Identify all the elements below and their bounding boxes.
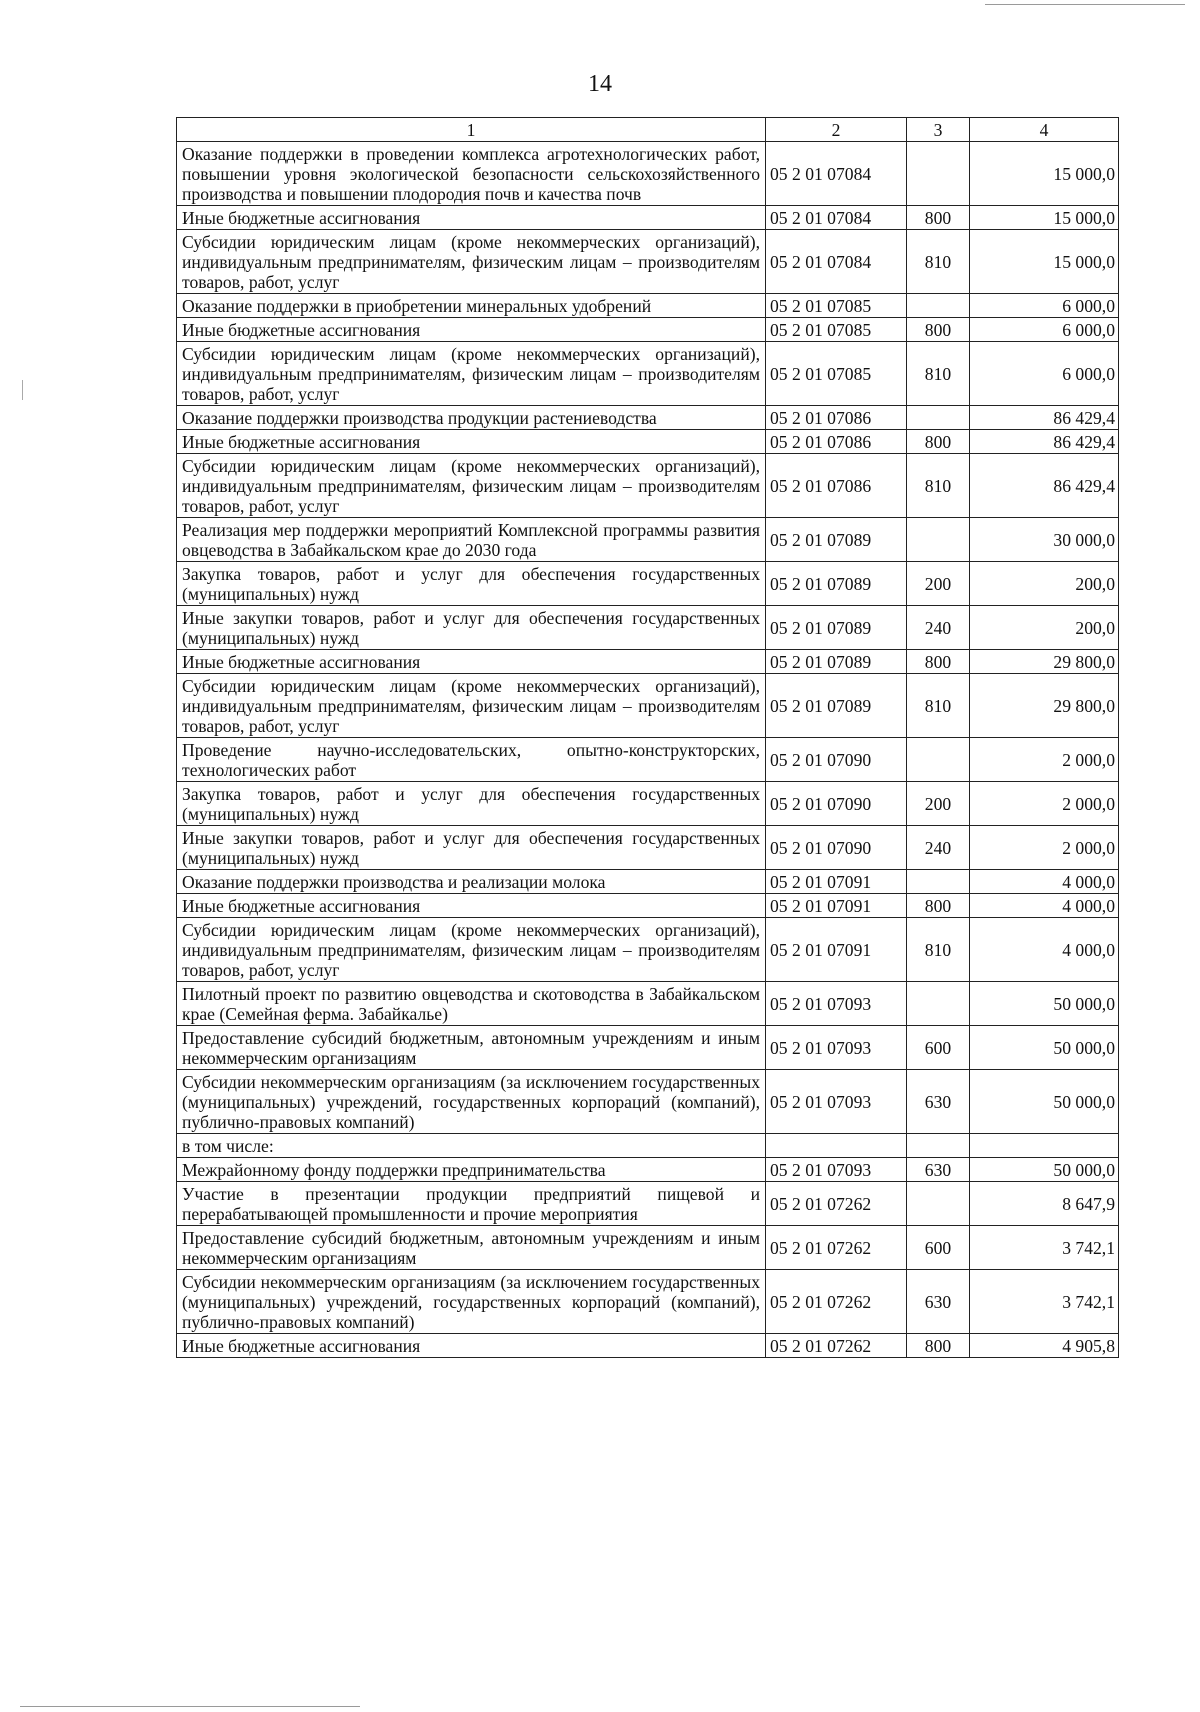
row-name-cell: Закупка товаров, работ и услуг для обеспечения государственных (муниципальных) нужд [177, 782, 766, 826]
row-amount-cell: 15 000,0 [970, 142, 1119, 206]
row-code-cell: 05 2 01 07091 [766, 894, 907, 918]
row-amount-cell: 50 000,0 [970, 1026, 1119, 1070]
row-type-cell: 810 [907, 454, 970, 518]
row-amount-cell: 6 000,0 [970, 342, 1119, 406]
row-type-cell [907, 738, 970, 782]
row-code-cell: 05 2 01 07086 [766, 430, 907, 454]
row-code-cell: 05 2 01 07093 [766, 1158, 907, 1182]
row-type-cell: 800 [907, 1334, 970, 1358]
row-name-cell: Оказание поддержки производства и реализации молока [177, 870, 766, 894]
row-name-cell: Субсидии юридическим лицам (кроме некоммерческих организаций), индивидуальным предпринимателям, физическим лицам – производителям товаров, работ, услуг [177, 674, 766, 738]
column-header-amount: 4 [970, 118, 1119, 142]
table-row [177, 318, 1119, 342]
row-name-cell: Пилотный проект по развитию овцеводства и скотоводства в Забайкальском крае (Семейная ферма. Забайкалье) [177, 982, 766, 1026]
row-code-cell: 05 2 01 07084 [766, 230, 907, 294]
row-type-cell [907, 142, 970, 206]
table-row [177, 406, 1119, 430]
scan-artifact-top [985, 4, 1185, 5]
row-amount-cell: 8 647,9 [970, 1182, 1119, 1226]
row-type-cell [907, 406, 970, 430]
table-row [177, 870, 1119, 894]
row-amount-cell: 50 000,0 [970, 1070, 1119, 1134]
row-amount-cell: 86 429,4 [970, 454, 1119, 518]
row-name-cell: Субсидии юридическим лицам (кроме некоммерческих организаций), индивидуальным предпринимателям, физическим лицам – производителям товаров, работ, услуг [177, 230, 766, 294]
row-name-cell: Иные бюджетные ассигнования [177, 318, 766, 342]
row-amount-cell: 29 800,0 [970, 650, 1119, 674]
row-code-cell: 05 2 01 07262 [766, 1182, 907, 1226]
table-row [177, 342, 1119, 406]
row-type-cell [907, 1134, 970, 1158]
row-amount-cell: 50 000,0 [970, 1158, 1119, 1182]
table-row [177, 982, 1119, 1026]
row-amount-cell: 4 000,0 [970, 918, 1119, 982]
row-amount-cell: 2 000,0 [970, 826, 1119, 870]
row-type-cell: 630 [907, 1158, 970, 1182]
row-type-cell: 630 [907, 1070, 970, 1134]
row-amount-cell: 6 000,0 [970, 294, 1119, 318]
row-type-cell: 800 [907, 650, 970, 674]
table-row [177, 206, 1119, 230]
row-name-cell: Участие в презентации продукции предприятий пищевой и перерабатывающей промышленности и прочие мероприятия [177, 1182, 766, 1226]
row-amount-cell: 86 429,4 [970, 406, 1119, 430]
row-type-cell: 810 [907, 342, 970, 406]
row-code-cell: 05 2 01 07086 [766, 406, 907, 430]
row-code-cell: 05 2 01 07091 [766, 918, 907, 982]
row-code-cell: 05 2 01 07090 [766, 826, 907, 870]
row-type-cell [907, 294, 970, 318]
budget-table [176, 117, 1119, 1358]
row-code-cell: 05 2 01 07089 [766, 606, 907, 650]
row-type-cell [907, 1182, 970, 1226]
table-row [177, 1158, 1119, 1182]
row-code-cell: 05 2 01 07091 [766, 870, 907, 894]
row-type-cell: 800 [907, 894, 970, 918]
row-name-cell: Иные бюджетные ассигнования [177, 894, 766, 918]
row-name-cell: Субсидии некоммерческим организациям (за исключением государственных (муниципальных) учреждений, государственных корпораций (компаний), публично-правовых компаний) [177, 1270, 766, 1334]
table-row [177, 894, 1119, 918]
row-type-cell: 810 [907, 230, 970, 294]
page-number: 14 [588, 71, 612, 97]
table-row [177, 1270, 1119, 1334]
row-name-cell: Иные бюджетные ассигнования [177, 1334, 766, 1358]
table-row [177, 1070, 1119, 1134]
table-row [177, 142, 1119, 206]
table-header-row [177, 118, 1119, 142]
row-type-cell: 600 [907, 1226, 970, 1270]
row-name-cell: Реализация мер поддержки мероприятий Комплексной программы развития овцеводства в Забайкальском крае до 2030 года [177, 518, 766, 562]
row-code-cell: 05 2 01 07093 [766, 1070, 907, 1134]
row-name-cell: Иные закупки товаров, работ и услуг для обеспечения государственных (муниципальных) нужд [177, 826, 766, 870]
row-amount-cell: 15 000,0 [970, 206, 1119, 230]
table-row [177, 1026, 1119, 1070]
row-type-cell: 200 [907, 562, 970, 606]
row-type-cell [907, 870, 970, 894]
row-name-cell: Субсидии юридическим лицам (кроме некоммерческих организаций), индивидуальным предпринимателям, физическим лицам – производителям товаров, работ, услуг [177, 918, 766, 982]
table-row [177, 918, 1119, 982]
row-type-cell: 810 [907, 674, 970, 738]
row-amount-cell: 15 000,0 [970, 230, 1119, 294]
row-amount-cell: 4 905,8 [970, 1334, 1119, 1358]
table-row [177, 1182, 1119, 1226]
row-type-cell: 630 [907, 1270, 970, 1334]
row-code-cell: 05 2 01 07090 [766, 782, 907, 826]
row-type-cell [907, 982, 970, 1026]
row-code-cell: 05 2 01 07085 [766, 342, 907, 406]
row-code-cell: 05 2 01 07262 [766, 1270, 907, 1334]
column-header-code: 2 [766, 118, 907, 142]
row-code-cell: 05 2 01 07262 [766, 1334, 907, 1358]
table-row [177, 650, 1119, 674]
table-row [177, 562, 1119, 606]
row-name-cell: Иные бюджетные ассигнования [177, 206, 766, 230]
row-code-cell: 05 2 01 07090 [766, 738, 907, 782]
row-amount-cell: 4 000,0 [970, 894, 1119, 918]
row-name-cell: Иные бюджетные ассигнования [177, 650, 766, 674]
row-code-cell: 05 2 01 07093 [766, 1026, 907, 1070]
row-type-cell: 200 [907, 782, 970, 826]
row-amount-cell: 6 000,0 [970, 318, 1119, 342]
row-amount-cell: 29 800,0 [970, 674, 1119, 738]
table-row [177, 1134, 1119, 1158]
row-name-cell: Проведение научно-исследовательских, опытно-конструкторских, технологических работ [177, 738, 766, 782]
row-code-cell: 05 2 01 07085 [766, 294, 907, 318]
row-name-cell: Субсидии некоммерческим организациям (за исключением государственных (муниципальных) учреждений, государственных корпораций (компаний), публично-правовых компаний) [177, 1070, 766, 1134]
row-amount-cell: 30 000,0 [970, 518, 1119, 562]
table-body [177, 142, 1119, 1358]
row-name-cell: Оказание поддержки производства продукции растениеводства [177, 406, 766, 430]
row-code-cell [766, 1134, 907, 1158]
row-code-cell: 05 2 01 07084 [766, 142, 907, 206]
table-row [177, 230, 1119, 294]
row-amount-cell: 86 429,4 [970, 430, 1119, 454]
table-row [177, 674, 1119, 738]
row-code-cell: 05 2 01 07086 [766, 454, 907, 518]
row-type-cell: 240 [907, 826, 970, 870]
table-row [177, 606, 1119, 650]
table-row [177, 454, 1119, 518]
table-row [177, 294, 1119, 318]
row-name-cell: Иные бюджетные ассигнования [177, 430, 766, 454]
row-amount-cell: 200,0 [970, 562, 1119, 606]
row-name-cell: Оказание поддержки в приобретении минеральных удобрений [177, 294, 766, 318]
row-name-cell: Межрайонному фонду поддержки предпринимательства [177, 1158, 766, 1182]
row-amount-cell: 200,0 [970, 606, 1119, 650]
row-name-cell: в том числе: [177, 1134, 766, 1158]
row-name-cell: Субсидии юридическим лицам (кроме некоммерческих организаций), индивидуальным предпринимателям, физическим лицам – производителям товаров, работ, услуг [177, 342, 766, 406]
row-code-cell: 05 2 01 07262 [766, 1226, 907, 1270]
row-amount-cell: 3 742,1 [970, 1270, 1119, 1334]
row-name-cell: Закупка товаров, работ и услуг для обеспечения государственных (муниципальных) нужд [177, 562, 766, 606]
row-name-cell: Оказание поддержки в проведении комплекса агротехнологических работ, повышении уровня экологической безопасности сельскохозяйственного производства и повышении плодородия почв и качества почв [177, 142, 766, 206]
row-amount-cell: 3 742,1 [970, 1226, 1119, 1270]
table-row [177, 518, 1119, 562]
row-type-cell [907, 518, 970, 562]
table-row [177, 1226, 1119, 1270]
table-row [177, 782, 1119, 826]
row-name-cell: Иные закупки товаров, работ и услуг для обеспечения государственных (муниципальных) нужд [177, 606, 766, 650]
table-row [177, 738, 1119, 782]
column-header-type: 3 [907, 118, 970, 142]
table-row [177, 826, 1119, 870]
row-amount-cell: 2 000,0 [970, 782, 1119, 826]
row-amount-cell: 4 000,0 [970, 870, 1119, 894]
column-header-name: 1 [177, 118, 766, 142]
row-name-cell: Предоставление субсидий бюджетным, автономным учреждениям и иным некоммерческим организациям [177, 1226, 766, 1270]
row-code-cell: 05 2 01 07093 [766, 982, 907, 1026]
row-code-cell: 05 2 01 07089 [766, 650, 907, 674]
row-amount-cell: 2 000,0 [970, 738, 1119, 782]
row-code-cell: 05 2 01 07085 [766, 318, 907, 342]
table-row [177, 430, 1119, 454]
scan-artifact-bottom [20, 1706, 360, 1707]
row-type-cell: 600 [907, 1026, 970, 1070]
row-name-cell: Предоставление субсидий бюджетным, автономным учреждениям и иным некоммерческим организациям [177, 1026, 766, 1070]
scan-artifact-left [22, 380, 23, 400]
row-amount-cell [970, 1134, 1119, 1158]
row-code-cell: 05 2 01 07084 [766, 206, 907, 230]
row-code-cell: 05 2 01 07089 [766, 518, 907, 562]
row-type-cell: 800 [907, 318, 970, 342]
table-row [177, 1334, 1119, 1358]
row-amount-cell: 50 000,0 [970, 982, 1119, 1026]
row-name-cell: Субсидии юридическим лицам (кроме некоммерческих организаций), индивидуальным предпринимателям, физическим лицам – производителям товаров, работ, услуг [177, 454, 766, 518]
row-type-cell: 800 [907, 206, 970, 230]
row-type-cell: 800 [907, 430, 970, 454]
row-type-cell: 810 [907, 918, 970, 982]
row-code-cell: 05 2 01 07089 [766, 562, 907, 606]
row-type-cell: 240 [907, 606, 970, 650]
row-code-cell: 05 2 01 07089 [766, 674, 907, 738]
